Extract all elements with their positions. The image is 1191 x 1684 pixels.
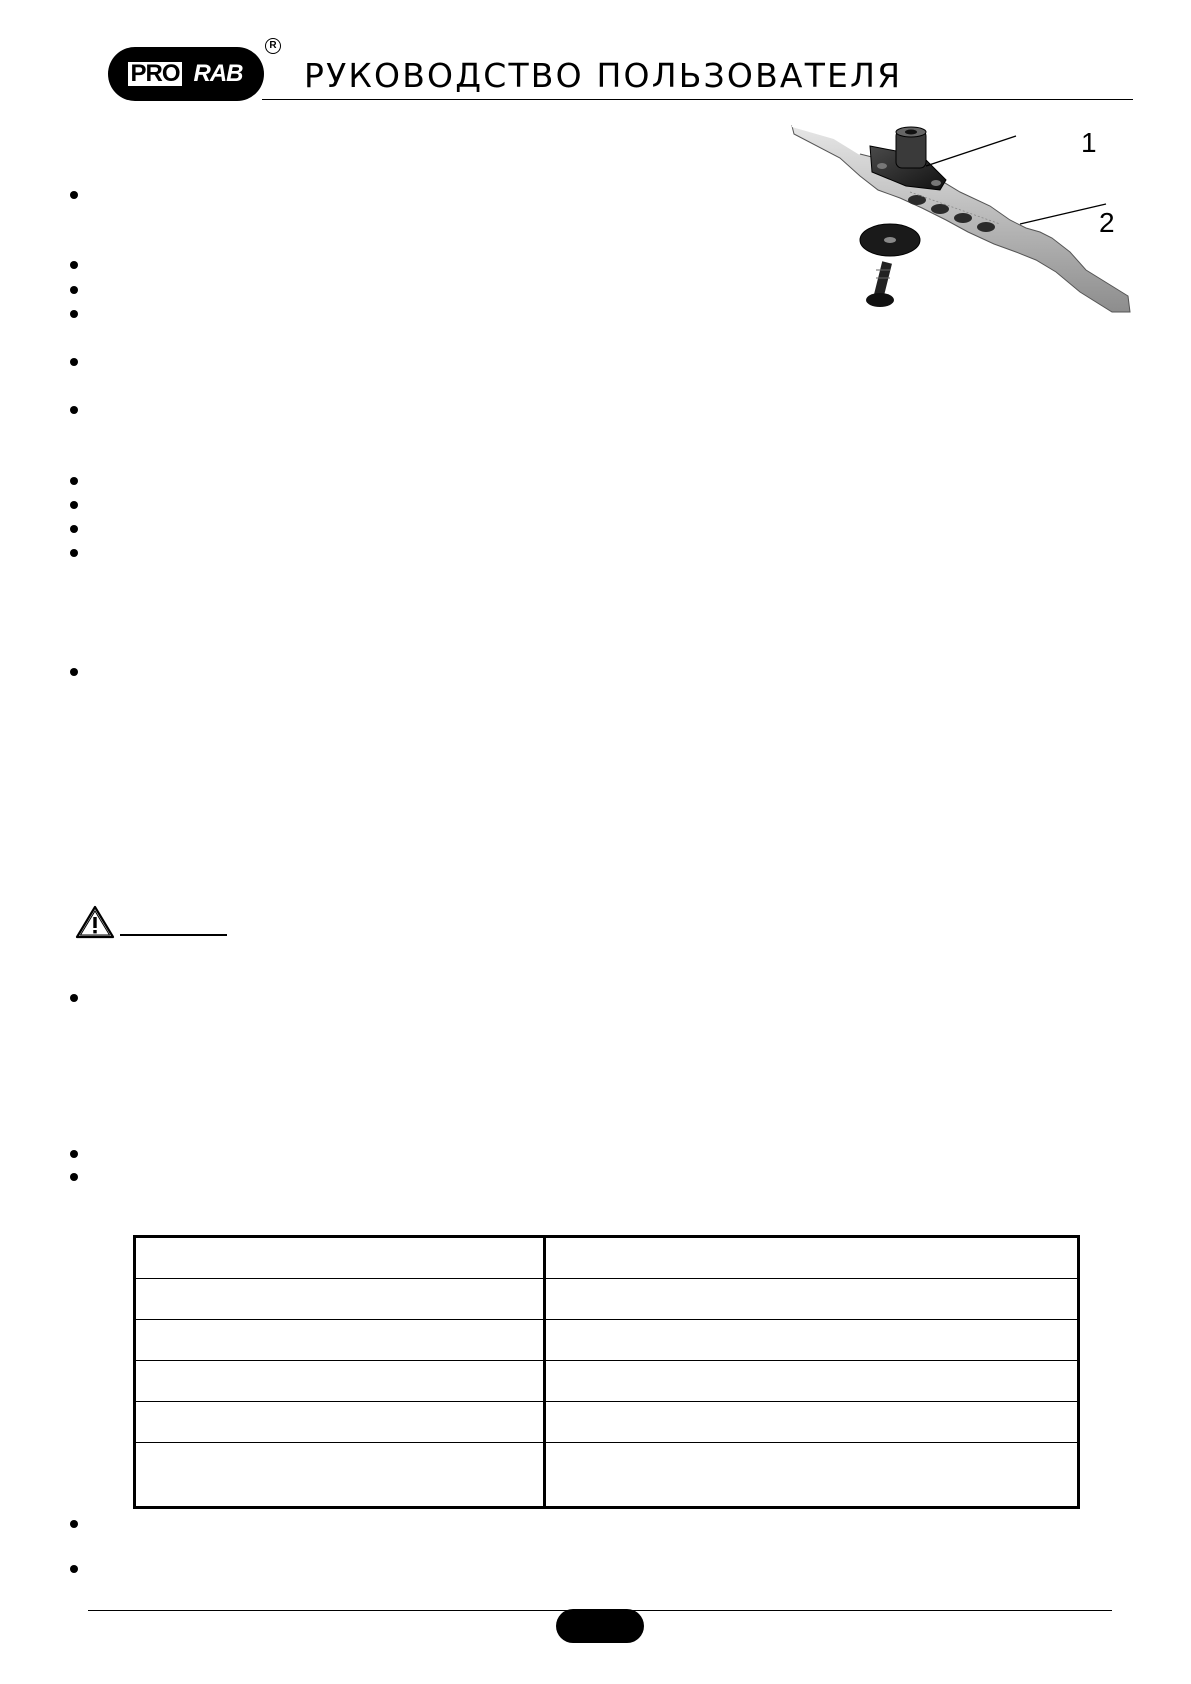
list-bullet [70,1173,78,1181]
list-bullet [70,549,78,557]
table-cell [546,1401,1077,1442]
list-bullet [70,191,78,199]
table-cell [546,1238,1077,1278]
blade-bolt [866,261,894,307]
list-bullet [70,261,78,269]
warning-triangle-icon [75,905,115,939]
table-cell [136,1442,543,1506]
table-cell [546,1278,1077,1319]
table-cell [546,1442,1077,1506]
list-bullet [70,310,78,318]
list-bullet [70,1520,78,1528]
prorab-logo [108,47,264,101]
list-bullet [70,501,78,509]
header-divider [262,99,1133,100]
table-row [136,1360,1077,1402]
spec-table [133,1235,1080,1509]
page-header-title: РУКОВОДСТВО ПОЛЬЗОВАТЕЛЯ [304,56,903,95]
registered-mark: R [265,38,281,54]
list-bullet [70,406,78,414]
warning-heading-underline [120,934,227,936]
logo-pro-text: PRO [126,60,184,88]
table-cell [546,1360,1077,1401]
table-cell [136,1319,543,1360]
table-row [136,1278,1077,1320]
table-row [136,1319,1077,1361]
table-cell [136,1360,543,1401]
list-bullet [70,477,78,485]
table-cell [136,1278,543,1319]
table-row [136,1401,1077,1443]
list-bullet [70,1565,78,1573]
list-bullet [70,668,78,676]
logo-rab-text: RAB [193,60,243,87]
figure-callout-2: 2 [1099,207,1115,238]
list-bullet [70,525,78,533]
figure-callout-1: 1 [1081,127,1097,158]
table-row [136,1442,1077,1506]
list-bullet [70,286,78,294]
page-number-badge [556,1609,644,1643]
table-row [136,1238,1077,1279]
table-cell [136,1238,543,1278]
table-cell [546,1319,1077,1360]
list-bullet [70,1150,78,1158]
list-bullet [70,994,78,1002]
table-cell [136,1401,543,1442]
list-bullet [70,358,78,366]
